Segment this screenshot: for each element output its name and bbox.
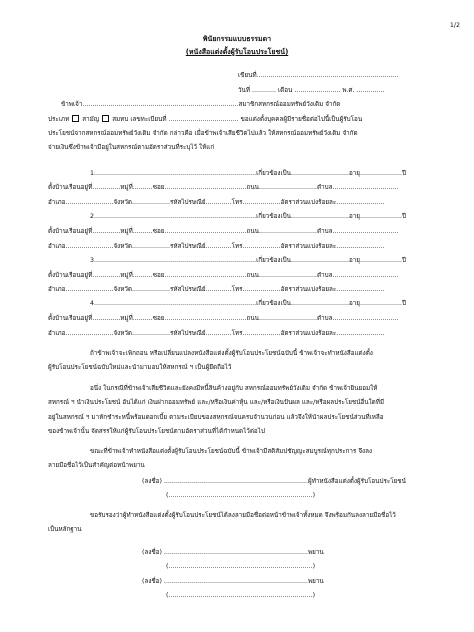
registration-number-field[interactable]: เลขทะเบียนที่ ................................... ขอแต่งตั้งบุคคลผู้มีรายชื่อต่อไปนี้เป็นผู้รับโอน [130,116,363,123]
paragraph-line: ผู้รับโอนประโยชน์ฉบับใหม่และนำมามอบให้สหกรณ์ ฯ เป็นผู้ยึดถือไว้ [48,364,232,371]
member-type-label: ประเภท [48,116,70,123]
paragraph-line: อนึ่ง ในกรณีที่ข้าพเจ้าเสียชีวิตและยังคงมีหนี้สินค้างอยู่กับ สหกรณ์ออมทรัพย์วังเดิม จำกัด ข้าพเจ้ายินยอมให้ [90,385,378,392]
beneficiary-name-field[interactable]: 1.................................................................................เกี่ยวข้องเป็น.............................อายุ.....................ปี [90,170,407,177]
beneficiary-address-field[interactable]: ตั้งบ้านเรือนอยู่ที่..............หมู่ที่..........ซอย.........................................ถนน.............................ตำบล................................. [48,272,399,279]
paragraph-line: ขอรับรองว่าผู้ทำหนังสือแต่งตั้งผู้รับโอนประโยชน์ได้ลงลายมือชื่อต่อหน้าข้าพเจ้าทั้งหมด จึงพร้อมกันลงลายมือชื่อไว้ [90,512,396,519]
paragraph-line: อยู่ในสหกรณ์ ฯ มาหักชำระหนี้พร้อมดอกเบี้ย ตามระเบียบของสหกรณ์จนครบจำนวนก่อน แล้วจึงให้นำผลประโยชน์ส่วนที่เหลือ [48,414,384,421]
written-at-field[interactable]: เขียนที่....................................................................... [238,72,399,79]
beneficiary-address-field[interactable]: ตั้งบ้านเรือนอยู่ที่..............หมู่ที่..........ซอย.........................................ถนน.............................ตำบล................................. [48,315,399,322]
ordinary-member-checkbox[interactable] [72,115,79,122]
witness-signature-field[interactable]: (ลงชื่อ) ........................................................................พยาน [142,549,324,556]
paragraph-line: ลายมือชื่อไว้เป็นสำคัญต่อหน้าพยาน [48,462,145,469]
member-name-line[interactable]: ข้าพเจ้า..............................................................................สมาชิกสหกรณ์ออมทรัพย์วังเดิม จำกัด [61,101,341,108]
associate-member-label: สมทบ [112,116,129,123]
beneficiary-district-field[interactable]: อำเภอ........................จังหวัด...................รหัสไปรษณีย์.............โทร...................อัตราส่วนแบ่งร้อยละ........................ [48,243,385,250]
beneficiary-address-field[interactable]: ตั้งบ้านเรือนอยู่ที่..............หมู่ที่..........ซอย.........................................ถนน.............................ตำบล................................. [48,228,399,235]
associate-member-checkbox[interactable] [102,115,109,122]
paragraph-line: สหกรณ์ ฯ นำเงินประโยชน์ อันได้แก่ เงินฝากออมทรัพย์ และ/หรือเงินค่าหุ้น และ/หรือเงินปันผล และ/หรือผลประโยชน์อื่นใดที่มี [48,399,385,406]
maker-name-field[interactable]: (........................................................................) [166,492,316,499]
beneficiary-district-field[interactable]: อำเภอ........................จังหวัด...................รหัสไปรษณีย์.............โทร...................อัตราส่วนแบ่งร้อยละ........................ [48,199,385,206]
intro-text-line: ประโยชน์จากสหกรณ์ออมทรัพย์วังเดิม จำกัด กล่าวคือ เมื่อข้าพเจ้าเสียชีวิตไปแล้ว ให้สหกรณ์ออมทรัพย์วังเดิม จำกัด [48,130,358,137]
witness-signature-field[interactable]: (ลงชื่อ) ........................................................................พยาน [142,578,324,585]
beneficiary-district-field[interactable]: อำเภอ........................จังหวัด...................รหัสไปรษณีย์.............โทร...................อัตราส่วนแบ่งร้อยละ........................ [48,330,385,337]
beneficiary-address-field[interactable]: ตั้งบ้านเรือนอยู่ที่..............หมู่ที่..........ซอย.........................................ถนน.............................ตำบล................................. [48,184,399,191]
paragraph-line: เป็นหลักฐาน [48,526,82,533]
form-title: พินัยกรรมแบบธรรมดา [202,35,272,43]
beneficiary-name-field[interactable]: 3.................................................................................เกี่ยวข้องเป็น.............................อายุ.....................ปี [90,257,407,264]
page-number: 1/2 [449,22,460,29]
form-subtitle: (หนังสือแต่งตั้งผู้รับโอนประโยชน์) [185,48,289,56]
beneficiary-district-field[interactable]: อำเภอ........................จังหวัด...................รหัสไปรษณีย์.............โทร...................อัตราส่วนแบ่งร้อยละ........................ [48,286,385,293]
witness-name-field[interactable]: (........................................................................) [166,592,316,599]
beneficiary-name-field[interactable]: 4.................................................................................เกี่ยวข้องเป็น.............................อายุ.....................ปี [90,300,407,307]
paragraph-line: ขณะที่ข้าพเจ้าทำหนังสือแต่งตั้งผู้รับโอนประโยชน์ฉบับนี้ ข้าพเจ้ามีสติสัมปชัญญะสมบูรณ์ทุกประการ จึงลง [90,448,373,455]
date-field[interactable]: วันที่ ............ เดือน ....................... พ.ศ. .............. [238,87,385,94]
witness-name-field[interactable]: (........................................................................) [166,563,316,570]
paragraph-line: ถ้าข้าพเจ้าจะเพิกถอน หรือเปลี่ยนแปลงหนังสือแต่งตั้งผู้รับโอนประโยชน์ฉบับนี้ ข้าพเจ้าจะทำหนังสือแต่งตั้ง [90,350,373,357]
beneficiary-name-field[interactable]: 2.................................................................................เกี่ยวข้องเป็น.............................อายุ.....................ปี [90,213,407,220]
member-type-line [48,115,362,124]
intro-text-line: จ่ายเงินซึ่งข้าพเจ้ามีอยู่ในสหกรณ์ตามอัตราส่วนที่ระบุไว้ ให้แก่ [48,144,215,151]
maker-signature-field[interactable]: (ลงชื่อ) ........................................................................ผู้ทำหนังสือแต่งตั้งผู้รับโอนประโยชน์ [142,478,406,485]
paragraph-line: ของข้าพเจ้านั้น จัดสรรให้แก่ผู้รับโอนประโยชน์ตามอัตราส่วนที่ได้กำหนดไว้ต่อไป [48,428,265,435]
ordinary-member-label: สามัญ [82,116,100,123]
